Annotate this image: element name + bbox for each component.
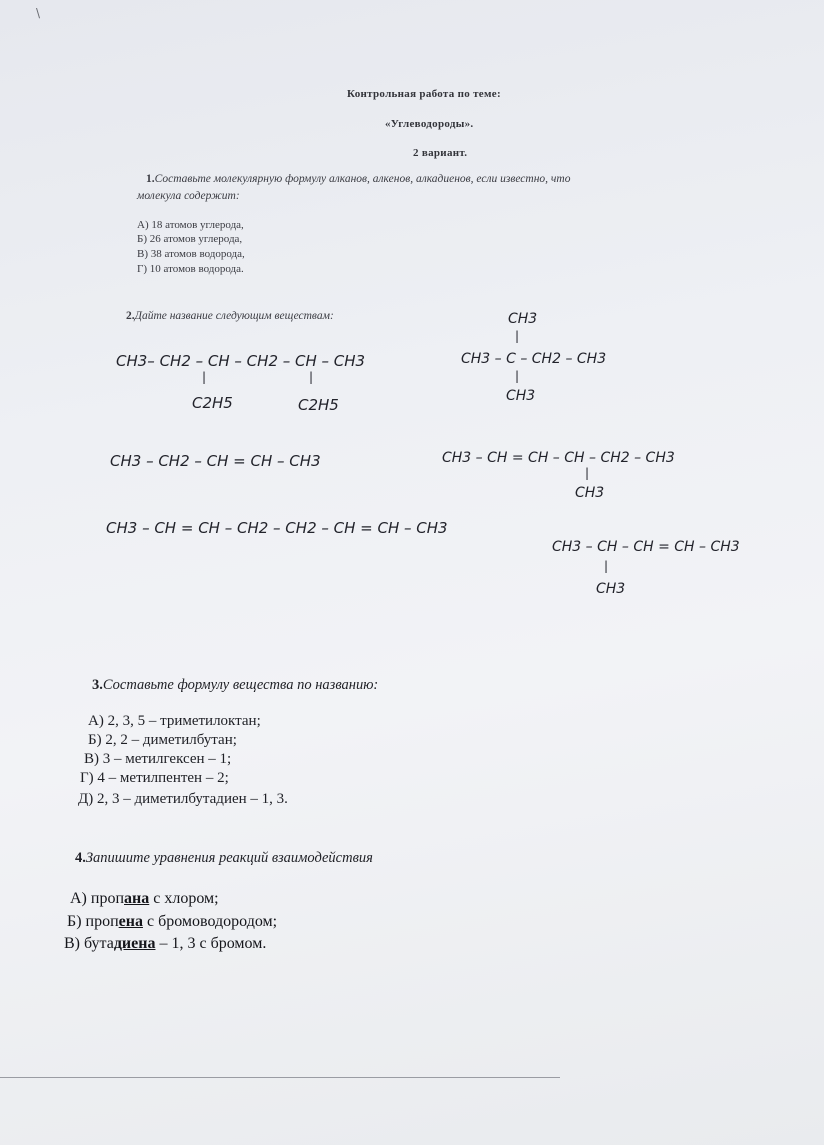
question-4-text: Запишите уравнения реакций взаимодействия: [85, 850, 373, 866]
q4-item-b-prefix: Б) проп: [67, 913, 119, 930]
formula-1-main: CH3– CH2 – CH – CH2 – CH – CH3: [116, 352, 366, 370]
question-1-text: Составьте молекулярную формулу алканов, алкенов, алкадиенов, если известно, что: [154, 173, 571, 185]
formula-2-top: CH3: [508, 311, 538, 327]
question-1-line1: [146, 173, 570, 185]
q1-item-c: В) 38 атомов водорода,: [137, 248, 245, 260]
q3-item-a: А) 2, 3, 5 – триметилоктан;: [88, 713, 261, 729]
q3-item-d: Г) 4 – метилпентен – 2;: [80, 770, 229, 786]
stray-mark: \: [36, 6, 41, 20]
question-4-line: [75, 850, 373, 867]
q4-item-c-rest: – 1, 3 с бромом.: [155, 935, 267, 952]
q3-item-c: В) 3 – метилгексен – 1;: [84, 751, 232, 767]
formula-4-bond: |: [585, 466, 590, 480]
formula-6-bond: |: [604, 559, 609, 573]
q1-item-a: А) 18 атомов углерода,: [137, 219, 244, 231]
formula-2-bottom: CH3: [506, 388, 536, 404]
question-1-number: 1.: [146, 173, 155, 185]
formula-1-branch1: C2H5: [192, 394, 233, 412]
formula-1-bond1: |: [202, 370, 207, 384]
q4-item-c: [64, 934, 266, 954]
q3-item-e: Д) 2, 3 – диметилбутадиен – 1, 3.: [78, 791, 288, 807]
formula-4-branch: CH3: [575, 485, 605, 501]
formula-6-branch: CH3: [596, 581, 626, 597]
question-2-line: [126, 310, 334, 322]
q4-item-c-prefix: В) бута: [64, 935, 114, 952]
q4-item-b-rest: с бромоводородом;: [142, 913, 278, 930]
q1-item-b: Б) 26 атомов углерода,: [137, 233, 243, 245]
worksheet-variant: 2 вариант.: [413, 147, 468, 159]
q4-item-a: [70, 889, 219, 909]
worksheet-topic: «Углеводороды».: [385, 118, 474, 130]
formula-2-bond-top: |: [515, 329, 520, 343]
question-3-text: Составьте формулу вещества по названию:: [102, 677, 379, 693]
worksheet-title: Контрольная работа по теме:: [347, 88, 501, 100]
q4-item-c-suffix-underlined: диена: [113, 935, 156, 952]
formula-6-main: CH3 – CH – CH = CH – CH3: [552, 539, 740, 555]
formula-5-main: CH3 – CH = CH – CH2 – CH2 – CH = CH – CH3: [106, 519, 448, 537]
formula-1-branch2: C2H5: [298, 396, 339, 414]
q4-item-a-rest: с хлором;: [149, 890, 219, 907]
bottom-rule: [0, 1077, 560, 1078]
q4-item-b: [67, 912, 277, 932]
formula-2-main: CH3 – C – CH2 – CH3: [461, 351, 607, 367]
question-3-number: 3.: [92, 677, 103, 693]
question-1-line2: молекула содержит:: [137, 190, 240, 202]
formula-4-main: CH3 – CH = CH – CH – CH2 – CH3: [442, 450, 675, 466]
q3-item-b: Б) 2, 2 – диметилбутан;: [88, 732, 237, 748]
q4-item-a-suffix-underlined: ана: [124, 890, 150, 907]
question-3-line: [92, 677, 378, 694]
q1-item-d: Г) 10 атомов водорода.: [137, 263, 244, 275]
formula-1-bond2: |: [309, 370, 314, 384]
q4-item-a-prefix: А) проп: [70, 890, 125, 907]
formula-2-bond-bottom: |: [515, 369, 520, 383]
q4-item-b-suffix-underlined: ена: [118, 913, 143, 930]
question-2-text: Дайте название следующим веществам:: [134, 310, 334, 322]
formula-3-main: CH3 – CH2 – CH = CH – CH3: [110, 452, 321, 470]
question-4-number: 4.: [75, 850, 86, 866]
question-2-number: 2.: [126, 310, 135, 322]
